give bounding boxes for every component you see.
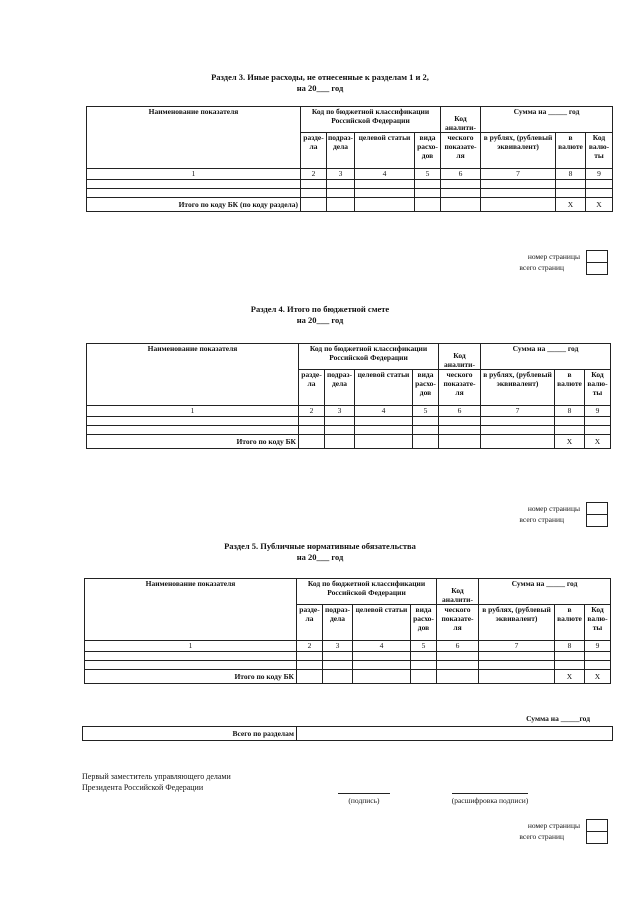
col-num: 6 xyxy=(437,641,479,652)
header-in-currency: в валюте xyxy=(555,605,585,641)
header-sum-for-year: Сумма на _____ год xyxy=(481,107,613,133)
col-num: 7 xyxy=(479,641,555,652)
col-num: 7 xyxy=(481,169,556,180)
table-row[interactable] xyxy=(87,417,611,426)
table-row[interactable] xyxy=(87,426,611,435)
total-pages-label: всего страниц xyxy=(519,832,564,841)
col-num: 4 xyxy=(355,169,415,180)
total-pages-box[interactable] xyxy=(586,514,608,527)
x-mark: X xyxy=(586,198,613,212)
page-number-label: номер страницы xyxy=(527,504,580,513)
signature-caption: (подпись) xyxy=(348,796,380,805)
grand-total-sum-label: Сумма на _____год xyxy=(526,714,590,723)
total-row xyxy=(85,670,611,684)
header-subsection: подраз- дела xyxy=(325,370,355,406)
column-number-row xyxy=(87,406,611,417)
column-number-row xyxy=(85,641,611,652)
col-num: 4 xyxy=(353,641,411,652)
header-analytic-indicator: ческого показате- ля xyxy=(441,133,481,169)
page-number-label: номер страницы xyxy=(527,252,580,261)
col-num: 8 xyxy=(555,406,585,417)
table-row[interactable] xyxy=(87,189,613,198)
header-in-rubles: в рублях, (рублевый эквивалент) xyxy=(479,605,555,641)
grand-total-table xyxy=(82,726,613,741)
page-number-label: номер страницы xyxy=(527,821,580,830)
header-in-rubles: в рублях, (рублевый эквивалент) xyxy=(481,370,555,406)
col-num: 4 xyxy=(355,406,413,417)
total-row xyxy=(87,198,613,212)
header-analytic-indicator: ческого показате- ля xyxy=(439,370,481,406)
header-expense-type: вида расхо- дов xyxy=(413,370,439,406)
col-num: 9 xyxy=(585,641,611,652)
section5-title-line2: на 20___ год xyxy=(296,552,344,562)
total-row xyxy=(87,435,611,449)
header-section: разде- ла xyxy=(301,133,327,169)
total-pages-box[interactable] xyxy=(586,831,608,844)
decoding-line[interactable] xyxy=(452,793,528,794)
section4-title xyxy=(0,304,640,326)
header-subsection: подраз- дела xyxy=(327,133,355,169)
total-pages-label: всего страниц xyxy=(519,515,564,524)
col-num: 3 xyxy=(325,406,355,417)
header-sum-for-year: Сумма на _____ год xyxy=(481,344,611,370)
section5-title xyxy=(0,541,640,563)
header-target-article: целевой статьи xyxy=(355,133,415,169)
header-in-currency: в валюте xyxy=(556,133,586,169)
col-num: 2 xyxy=(299,406,325,417)
header-expense-type: вида расхо- дов xyxy=(415,133,441,169)
section3-title-line2: на 20___ год xyxy=(296,83,344,93)
header-analytic-code: Код аналити- xyxy=(439,344,481,370)
grand-total-value-cell[interactable] xyxy=(297,727,613,741)
header-analytic-code: Код аналити- xyxy=(437,579,479,605)
section3-table xyxy=(86,106,613,212)
col-num: 5 xyxy=(413,406,439,417)
header-currency-code: Код валю- ты xyxy=(585,370,611,406)
x-mark: X xyxy=(585,435,611,449)
section4-title-line2: на 20___ год xyxy=(296,315,344,325)
header-in-currency: в валюте xyxy=(555,370,585,406)
col-num: 3 xyxy=(323,641,353,652)
header-analytic-indicator: ческого показате- ля xyxy=(437,605,479,641)
col-num: 6 xyxy=(439,406,481,417)
col-num: 6 xyxy=(441,169,481,180)
section4-title-line1: Раздел 4. Итого по бюджетной смете xyxy=(250,304,390,314)
header-target-article: целевой статьи xyxy=(355,370,413,406)
total-pages-box[interactable] xyxy=(586,262,608,275)
header-currency-code: Код валю- ты xyxy=(585,605,611,641)
header-section: разде- ла xyxy=(299,370,325,406)
header-budget-class-code: Код по бюджетной классификации Российской Федерации xyxy=(299,344,439,370)
col-num: 8 xyxy=(556,169,586,180)
signatory-position-line2: Президента Российской Федерации xyxy=(82,783,204,792)
x-mark: X xyxy=(585,670,611,684)
total-pages-label: всего страниц xyxy=(519,263,564,272)
section5-table xyxy=(84,578,611,684)
col-num: 2 xyxy=(301,169,327,180)
header-currency-code: Код валю- ты xyxy=(586,133,613,169)
grand-total-label: Всего по разделам xyxy=(83,727,297,741)
col-num: 1 xyxy=(87,169,301,180)
header-indicator-name: Наименование показателя xyxy=(85,579,297,641)
col-num: 9 xyxy=(585,406,611,417)
table-row[interactable] xyxy=(87,180,613,189)
header-budget-class-code: Код по бюджетной классификации Российской Федерации xyxy=(301,107,441,133)
signatory-position xyxy=(82,771,231,793)
col-num: 7 xyxy=(481,406,555,417)
x-mark: X xyxy=(556,198,586,212)
col-num: 5 xyxy=(411,641,437,652)
x-mark: X xyxy=(555,435,585,449)
header-indicator-name: Наименование показателя xyxy=(87,107,301,169)
section3-title xyxy=(0,72,640,94)
table-row[interactable] xyxy=(85,652,611,661)
header-subsection: подраз- дела xyxy=(323,605,353,641)
table-row[interactable] xyxy=(85,661,611,670)
section4-table xyxy=(86,343,611,449)
signature-line[interactable] xyxy=(338,793,390,794)
col-num: 8 xyxy=(555,641,585,652)
col-num: 1 xyxy=(85,641,297,652)
header-analytic-code: Код аналити- xyxy=(441,107,481,133)
header-indicator-name: Наименование показателя xyxy=(87,344,299,406)
x-mark: X xyxy=(555,670,585,684)
section4-total-label: Итого по коду БК xyxy=(87,435,299,449)
section5-title-line1: Раздел 5. Публичные нормативные обязательства xyxy=(224,541,416,551)
header-budget-class-code: Код по бюджетной классификации Российской Федерации xyxy=(297,579,437,605)
section5-total-label: Итого по коду БК xyxy=(85,670,297,684)
decoding-caption: (расшифровка подписи) xyxy=(451,796,529,805)
column-number-row xyxy=(87,169,613,180)
col-num: 1 xyxy=(87,406,299,417)
section3-total-label: Итого по коду БК (по коду раздела) xyxy=(87,198,301,212)
header-expense-type: вида расхо- дов xyxy=(411,605,437,641)
col-num: 9 xyxy=(586,169,613,180)
section3-title-line1: Раздел 3. Иные расходы, не отнесенные к разделам 1 и 2, xyxy=(211,72,429,82)
col-num: 2 xyxy=(297,641,323,652)
col-num: 3 xyxy=(327,169,355,180)
header-sum-for-year: Сумма на _____ год xyxy=(479,579,611,605)
header-target-article: целевой статьи xyxy=(353,605,411,641)
signatory-position-line1: Первый заместитель управляющего делами xyxy=(82,772,231,781)
header-in-rubles: в рублях, (рублевый эквивалент) xyxy=(481,133,556,169)
header-section: разде- ла xyxy=(297,605,323,641)
col-num: 5 xyxy=(415,169,441,180)
